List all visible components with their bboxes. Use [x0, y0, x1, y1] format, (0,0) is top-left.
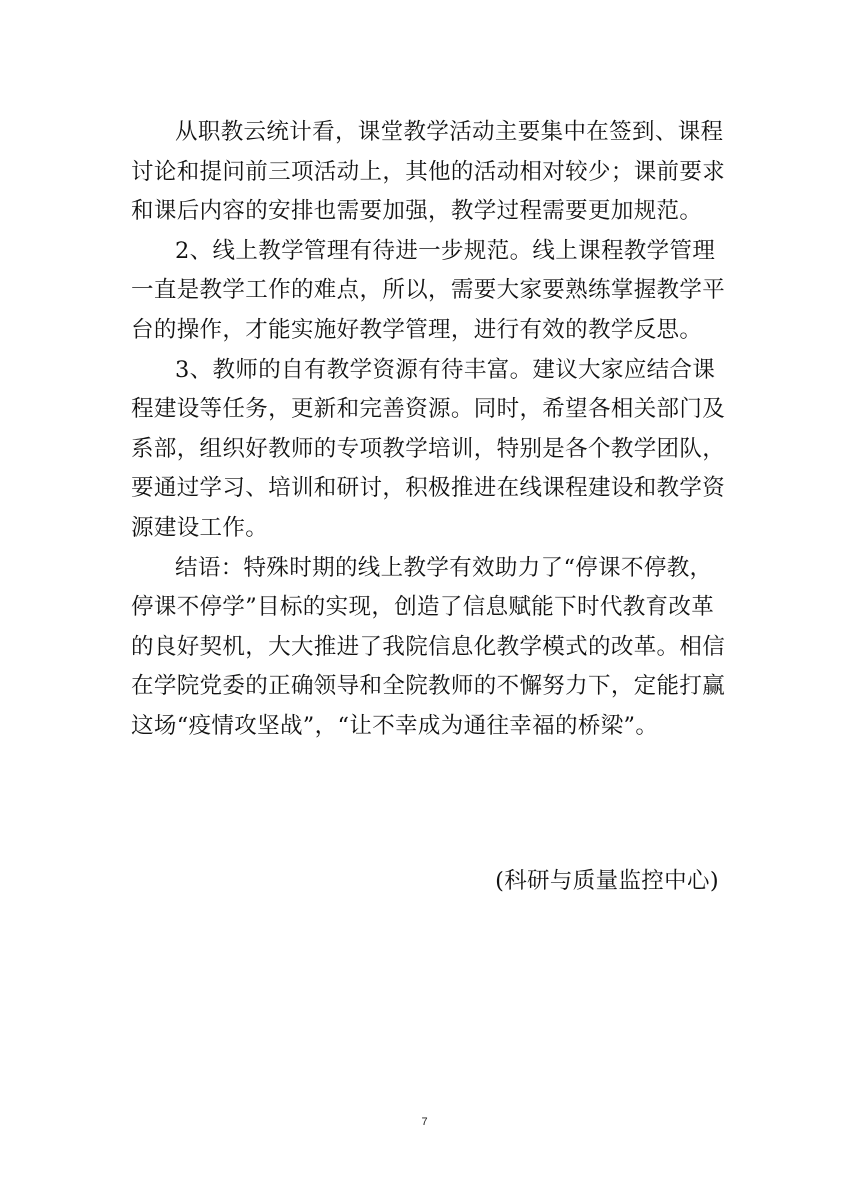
text-line: 停课不停学”目标的实现，创造了信息赋能下时代教育改革 — [131, 594, 715, 621]
text-line: 一直是教学工作的难点，所以，需要大家要熟练掌握教学平 — [131, 277, 726, 304]
text-line: 2、线上教学管理有待进一步规范。线上课程教学管理 — [175, 237, 716, 264]
text-line: 从职教云统计看，课堂教学活动主要集中在签到、课程 — [175, 119, 724, 145]
text-line: 要通过学习、培训和研讨，积极推进在线课程建设和教学资 — [131, 475, 726, 502]
text-line: 在学院党委的正确领导和全院教师的不懈努力下，定能打赢 — [131, 673, 726, 700]
text-line: 源建设工作。 — [131, 514, 269, 541]
paragraph-2 — [131, 232, 726, 351]
text-line: 讨论和提问前三项活动上，其他的活动相对较少；课前要求 — [131, 158, 726, 185]
author-signature: (科研与质量监控中心) — [495, 868, 719, 894]
document-body — [131, 113, 726, 747]
paragraph-1 — [131, 113, 726, 232]
text-line: 台的操作，才能实施好教学管理，进行有效的教学反思。 — [131, 316, 703, 343]
text-line: 和课后内容的安排也需要加强，教学过程需要更加规范。 — [131, 198, 703, 225]
text-line: 系部，组织好教师的专项教学培训，特别是各个教学团队， — [131, 435, 726, 462]
text-line: 这场“疫情攻坚战”，“让不幸成为通往幸福的桥梁”。 — [131, 712, 659, 739]
text-line: 结语：特殊时期的线上教学有效助力了“停课不停教， — [175, 554, 713, 581]
text-line: 的良好契机，大大推进了我院信息化教学模式的改革。相信 — [131, 633, 726, 660]
paragraph-3 — [131, 351, 726, 549]
paragraph-conclusion — [131, 549, 726, 747]
text-line: 3、教师的自有教学资源有待丰富。建议大家应结合课 — [175, 356, 716, 383]
text-line: 程建设等任务，更新和完善资源。同时，希望各相关部门及 — [131, 396, 726, 423]
page-number: 7 — [421, 1116, 428, 1128]
